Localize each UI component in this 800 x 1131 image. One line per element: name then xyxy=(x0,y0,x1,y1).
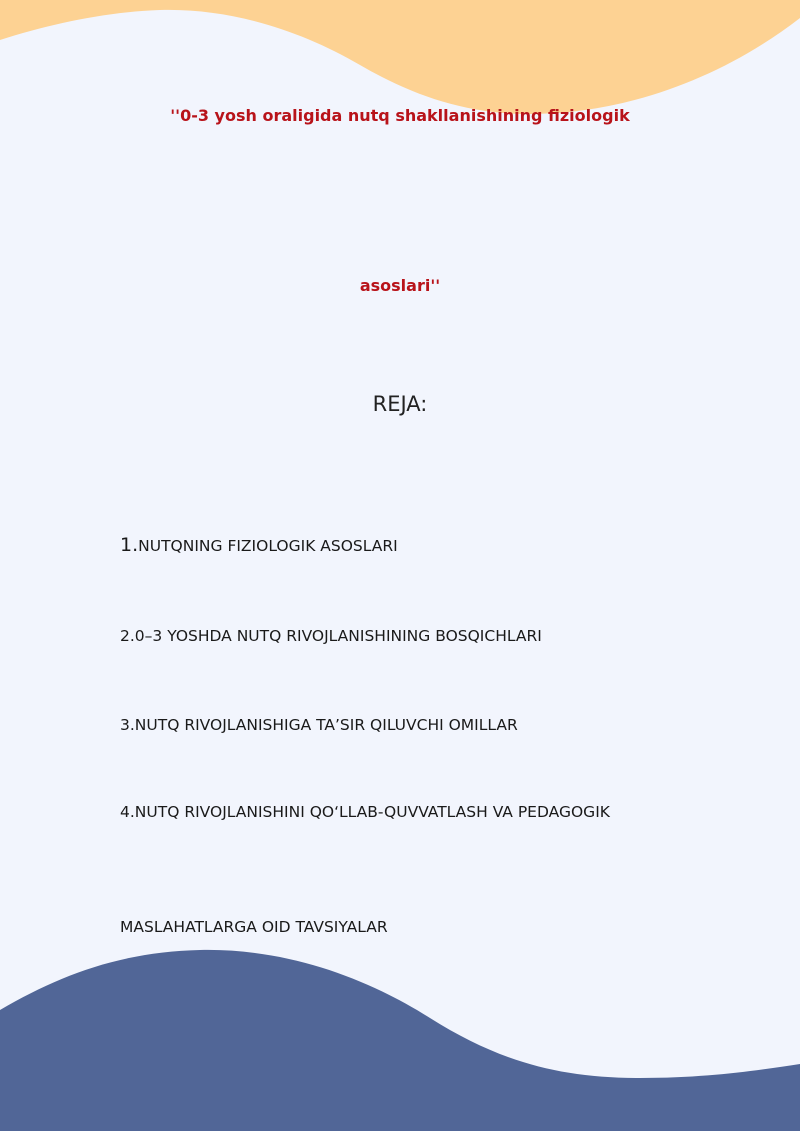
plan-item-1 xyxy=(120,534,398,556)
document-title-line-2: asoslari'' xyxy=(359,276,441,295)
plan-item-number: 3. xyxy=(120,716,135,734)
plan-item-number: 4. xyxy=(120,803,135,821)
top-wave-shape xyxy=(0,0,800,114)
bottom-wave-shape xyxy=(0,950,800,1131)
plan-item-text: 0–3 YOSHDA NUTQ RIVOJLANISHINING BOSQICHLARI xyxy=(134,627,542,645)
plan-item-4 xyxy=(120,803,610,821)
document-title-line-1: ''0-3 yosh oraligida nutq shakllanishining fiziologik xyxy=(170,106,630,125)
plan-item-2 xyxy=(120,627,542,645)
plan-item-3 xyxy=(120,716,518,734)
plan-item-number: 1. xyxy=(120,534,139,556)
plan-item-text: NUTQNING FIZIOLOGIK ASOSLARI xyxy=(138,537,398,555)
plan-item-number: 2. xyxy=(120,627,135,645)
plan-item-text: NUTQ RIVOJLANISHINI QO‘LLAB-QUVVATLASH VA PEDAGOGIK xyxy=(134,803,610,821)
bottom-wave-decoration xyxy=(0,940,800,1131)
plan-heading: REJA: xyxy=(372,392,428,416)
plan-item-text: NUTQ RIVOJLANISHIGA TA’SIR QILUVCHI OMILLAR xyxy=(134,716,518,734)
plan-item-4-continuation: MASLAHATLARGA OID TAVSIYALAR xyxy=(120,918,388,936)
